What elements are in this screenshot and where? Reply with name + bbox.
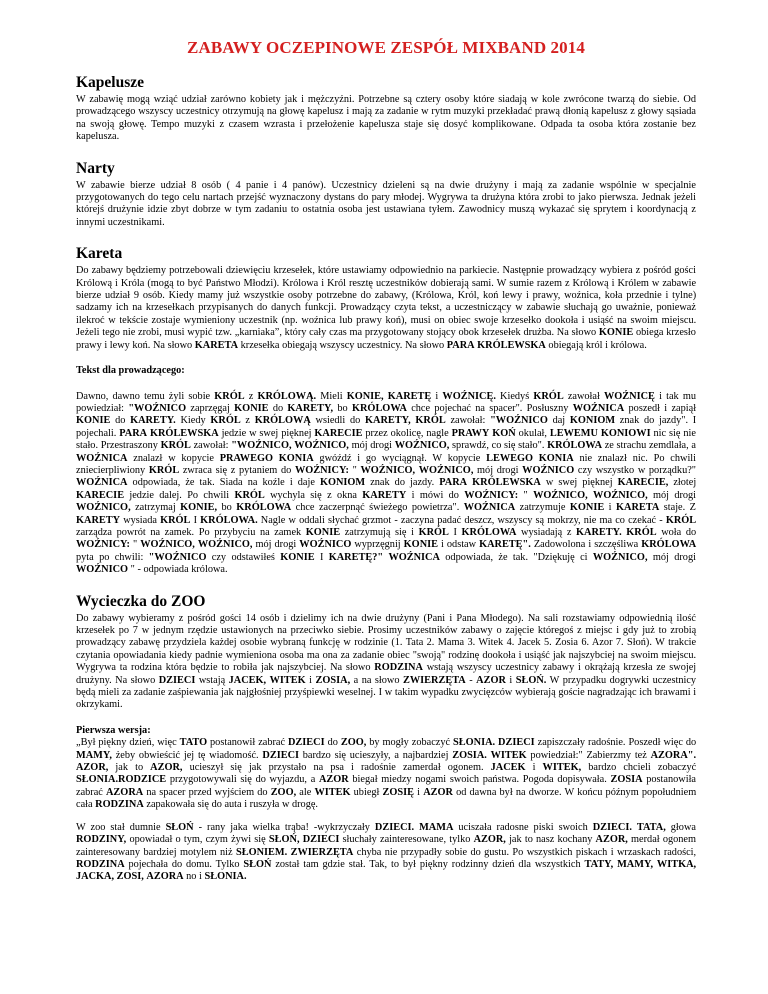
section-story-kareta: Dawno, dawno temu żyli sobie KRÓL z KRÓLOWĄ. Mieli KONIE, KARETĘ i WOŹNICĘ. Kiedyś KRÓL zawołał WOŹNICĘ i tak mu powiedział: "WOŹNICO zaprzęgaj KONIE do KARETY, bo KRÓLOWA chce pojechać na spacer". Posłuszny WOŹNICA poszedł i zapiął KONIE do KARETY. Kiedy KRÓL z KRÓLOWĄ wsiedli do KARETY, KRÓL zawołał: "WOŹNICO daj KONIOM znak do jazdy". I pojechali. PARA KRÓLEWSKA jedzie w swej pięknej KARECIE przez okolicę, nagle PRAWY KOŃ okulał, LEWEMU KONIOWI nic się nie stało. Przestraszony KRÓL zawołał: "WOŹNICO, WOŹNICO, mój drogi WOŹNICO, sprawdź, co się stało". KRÓLOWA ze strachu zemdlała, a WOŹNICA znalazł w kopycie PRAWEGO KONIA gwóźdź i go wyciągnął. W kopycie LEWEGO KONIA nie znalazł nic. Po chwili zniecierpliwiony KRÓL zwraca się z pytaniem do WOŹNICY: " WOŹNICO, WOŹNICO, mój drogi WOŹNICO czy wszystko w porządku?" WOŹNICA odpowiada, że tak. Siada na koźle i daje KONIOM znak do jazdy. PARA KRÓLEWSKA w swej pięknej KARECIE, złotej KARECIE jedzie dalej. Po chwili KRÓL wychyla się z okna KARETY i mówi do WOŹNICY: " WOŹNICO, WOŹNICO, mój drogi WOŹNICO, zatrzymaj KONIE, bo KRÓLOWA chce zaczerpnąć świeżego powietrza". WOŹNICA zatrzymuje KONIE i KARETA staje. Z KARETY wysiada KRÓL I KRÓLOWA. Nagle w oddali słychać grzmot - zaczyna padać deszcz, wszyscy są mokrzy, nie ma co czekać - KRÓL zarządza powrót na zamek. Po przybyciu na zamek KONIE zatrzymują się i KRÓL I KRÓLOWA wysiadają z KARETY. KRÓL woła do WOŹNICY: " WOŹNICO, WOŹNICO, mój drogi WOŹNICO wyprzęgnij KONIE i odstaw KARETĘ". Zadowolona i szczęśliwa KRÓLOWA pyta po chwili: "WOŹNICO czy odstawiłeś KONIE I KARETĘ?" WOŹNICA odpowiada, że tak. "Dziękuję ci WOŹNICO, mój drogi WOŹNICO " - odpowiada królowa. xyxy=(76,390,697,576)
section-body-zoo: Do zabawy wybieramy z pośród gości 14 osób i dzielimy ich na dwie drużyny (Pani i Pana Młodego). Na sali rozstawiamy odpowiednią ilość krzesełek po 7 w jednym rzędzie ustawionych na przeciwko siebie. Prosimy uczestników zabawy o zajęcie któregoś z miejsc i gdy już to zrobią prowadzący zabawę przydziela każdej osobie wybraną funkcję w rodzinie (1. Tata 2. Mama 3. Witek 4. Jacek 5. Zosia 6. Azor 7. Słoń). W trakcie czytania opowiadania kiedy padnie wymieniona osoba ma ona za zadanie obiec "swoją" rodzinę dookoła i usiąść jak najszybciej na swoim miejscu. Wygrywa ta rodzina która będzie to robiła jak najszybciej. Na słowo RODZINA wstają wszyscy uczestnicy zabawy i okrążają krzesła ze swojej drużyny. Na słowo DZIECI wstają JACEK, WITEK i ZOSIA, a na słowo ZWIERZĘTA - AZOR i SŁOŃ. W przypadku dogrywki uczestnicy będą mieli za zadanie zaśpiewania jak najgłośniej przyśpiewki weselnej. I w takim wypadku zwycięzców wybierają goście nagradzając ich brawami i okrzykami. xyxy=(76,612,697,711)
section-label-zoo: Pierwsza wersja: xyxy=(76,724,151,736)
document-title: ZABAWY OCZEPINOWE ZESPÓŁ MIXBAND 2014 xyxy=(187,38,585,57)
section-body-kareta: Do zabawy będziemy potrzebowali dziewięciu krzesełek, które ustawiamy odpowiednio na parkiecie. Następnie prowadzący wybiera z pośród gości Królową i Króla (mogą to być Państwo Młodzi). Królowa i Król resztę uczestników dobierają sami. W sumie razem z Królową i Królem w zabawie bierze udział 9 osób. Kiedy mamy już wszystkie osoby potrzebne do zabawy, (Królowa, Król, koń lewy i prawy, woźnica, koła przednie i tylne) sadzamy ich na krzesełkach przypisanych do danych funkcji. Prowadzący czyta tekst, a uczestniczący w zabawie słuchają go uważnie, ponieważ ilekroć w tekście zostaje wymieniony uczestnik (np. woźnica lub prawy koń), musi on obiec swoje krzesełko dookoła i usiąść na swoim miejscu. Jeżeli tego nie zrobi, musi wypić tzw. „karniaka”, który cały czas ma przygotowany stojący obok krzesełek drużba. Na słowo KONIE obiega krzesło prawy i lewy koń. Na słowo KARETA krzesełka obiegają wszyscy uczestnicy. Na słowo PARA KRÓLEWSKA obiegają król i królowa. xyxy=(76,265,697,351)
section-heading-narty: Narty xyxy=(76,159,115,177)
section-heading-kareta: Kareta xyxy=(76,245,123,263)
section-heading-zoo: Wycieczka do ZOO xyxy=(76,592,206,610)
section-story2-zoo: W zoo stał dumnie SŁOŃ - rany jaka wielka trąba! -wykrzyczały DZIECI. MAMA uciszała radosne piski swoich DZIECI. TATA, głowa RODZINY, opowiadał o tym, czym żywi się SŁOŃ, DZIECI słuchały zainteresowane, tylko AZOR, jak to nasz kochany AZOR, merdał ogonem zainteresowany bardziej motylem niż SŁONIEM. ZWIERZĘTA chyba nie przypadły sobie do gustu. Po wszystkich piskach i wrzaskach radości, RODZINA pojechała do domu. Tylko SŁOŃ został tam gdzie stał. Tak, to był piękny rodzinny dzień dla wszystkich TATY, MAMY, WITKA, JACKA, ZOSI, AZORA no i SŁONIA. xyxy=(76,821,697,883)
section-label-kareta: Tekst dla prowadzącego: xyxy=(76,365,185,377)
section-body-narty: W zabawie bierze udział 8 osób ( 4 panie i 4 panów). Uczestnicy dzieleni są na dwie drużyny i mają za zadanie wspólnie w specjalnie przygotowanych do tego celu nartach przejść wyznaczony dystans do pary młodej. Wygrywa ta drużyna która zrobi to jako pierwsza. Jednak jeżeli którejś drużynie idzie zbyt dobrze w tym zadaniu to ostatnia osoba jest ustawiana tyłem. Zawodnicy muszą wykazać się sprytem i koordynacją z innymi uczestnikami. xyxy=(76,179,696,228)
section-heading-kapelusze: Kapelusze xyxy=(76,74,145,91)
section-story-zoo: „Był piękny dzień, więc TATO postanowił zabrać DZIECI do ZOO, by mogły zobaczyć SŁONIA. DZIECI zapiszczały radośnie. Poszedł więc do MAMY, żeby obwieścić jej tę wiadomość. DZIECI bardzo się ucieszyły, a najbardziej ZOSIA. WITEK powiedział:" Zabierzmy też AZORA". AZOR, jak to AZOR, ucieszył się jak przystało na psa i radośnie zamerdał ogonem. JACEK i WITEK, bardzo chcieli zobaczyć SŁONIA.RODZICE przygotowywali się do wyjazdu, a AZOR biegał miedzy nogami swoich państwa. Pogoda dopisywała. ZOSIA postanowiła zabrać AZORA na spacer przed wyjściem do ZOO, ale WITEK ubiegł ZOSIĘ i AZOR od dawna był na dworze. W końcu późnym popołudniem cała RODZINA zapakowała się do auta i ruszyła w drogę. xyxy=(76,737,697,811)
section-body-kapelusze: W zabawię mogą wziąć udział zarówno kobiety jak i mężczyźni. Potrzebne są cztery osoby które siadają w kole zwrócone twarzą do siebie. Od prowadzącego wszyscy uczestnicy otrzymują na głowę kapelusz i mają za zadanie w rytm muzyki przekładać prawą dłonią kapelusz z głowy sąsiada na swoją głowę. Tempo muzyki z czasem wzrasta i przełożenie kapelusza staje się dosyć komplikowane. Odpada ta osoba która zostanie bez kapelusza. xyxy=(76,94,696,143)
